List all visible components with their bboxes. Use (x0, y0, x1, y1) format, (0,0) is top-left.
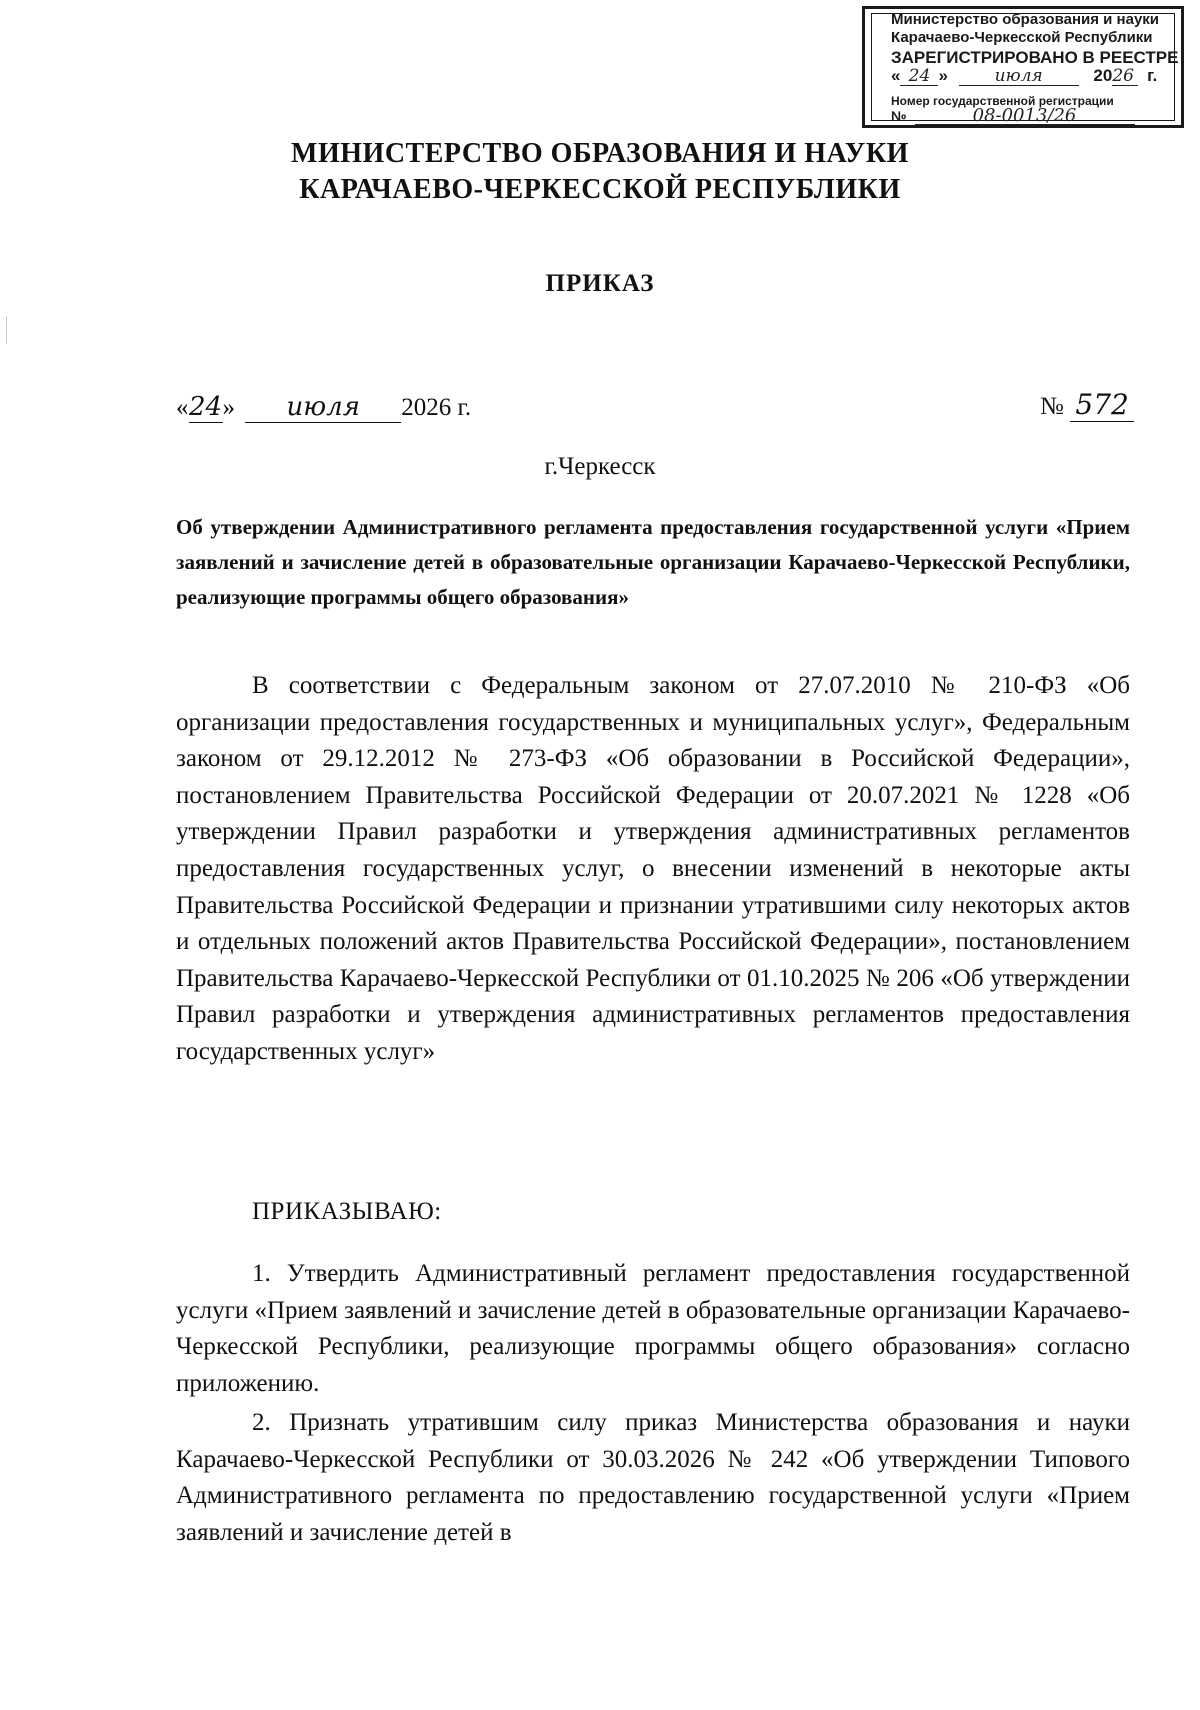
stamp-date-open-quote: « (891, 66, 901, 85)
stamp-number-line (891, 107, 1175, 125)
registration-stamp (862, 6, 1184, 128)
stamp-number-value: 08-0013/26 (915, 107, 1135, 125)
order-subject: Об утверждении Административного регламента предоставления государственной услуги «Прием заявлений и зачисление детей в образовательные организации Карачаево-Черкесской Республики, реализующие программы общего образования» (176, 515, 1130, 609)
order-date-close-quote: » (222, 394, 235, 421)
order-date-open-quote: « (176, 394, 189, 421)
stamp-date-line (891, 67, 1175, 86)
stamp-date-month: июля (959, 68, 1079, 86)
stamp-date-year-prefix: 20 (1093, 66, 1113, 85)
order-city: г.Черкесск (544, 453, 656, 480)
order-item-1: 1. Утвердить Административный регламент предоставления государственной услуги «Прием заявлений и зачисление детей в образовательные организации Карачаево-Черкесской Республики, реализующие программы общего образования» согласно приложению. (176, 1260, 1130, 1397)
stamp-ministry-line: Министерство образования и науки (891, 11, 1160, 28)
stamp-date-day: 24 (900, 68, 938, 86)
stamp-date-close-quote: » (938, 66, 948, 85)
stamp-number-caption: Номер государственной регистрации (891, 94, 1114, 108)
preamble-paragraph: В соответствии с Федеральным законом от 27.07.2010 № 210-ФЗ «Об организации предоставления государственных и муниципальных услуг», Федеральным законом от 29.12.2012 № 273-ФЗ «Об образовании в Российской Федерации», постановлением Правительства Российской Федерации от 20.07.2021 № 1228 «Об утверждении Правил разработки и утверждения административных регламентов предоставления государственных услуг, о внесении изменений в некоторые акты Правительства Российской Федерации и признании утратившими силу некоторых актов и отдельных положений актов Правительства Российской Федерации», постановлением Правительства Карачаево-Черкесской Республики от 01.10.2025 № 206 «Об утверждении Правил разработки и утверждения административных регламентов предоставления государственных услуг» (176, 672, 1130, 1065)
order-number-value: 572 (1070, 388, 1134, 422)
stamp-date-year-suffix: 26 (1112, 68, 1138, 86)
order-number-label: № (1040, 393, 1064, 420)
ministry-name-line1: МИНИСТЕРСТВО ОБРАЗОВАНИЯ И НАУКИ (291, 138, 909, 169)
order-date-year: 2026 г. (401, 394, 472, 421)
stamp-registered-line: ЗАРЕГИСТРИРОВАНО В РЕЕСТРЕ (891, 48, 1179, 67)
order-date-month: июля (245, 392, 401, 423)
order-item-2: 2. Признать утратившим силу приказ Министерства образования и науки Карачаево-Черкесской Республики от 30.03.2026 № 242 «Об утверждении Типового Административного регламента по предоставлению государственной услуги «Прием заявлений и зачисление детей в (176, 1409, 1130, 1546)
order-date-day: 24 (188, 392, 223, 422)
stamp-date-year-unit: г. (1147, 66, 1158, 85)
order-directive-word: ПРИКАЗЫВАЮ: (252, 1198, 442, 1225)
order-date (176, 392, 471, 423)
stamp-republic-line: Карачаево-Черкесской Республики (891, 29, 1153, 46)
scan-margin-mark (6, 316, 7, 344)
document-type-title: ПРИКАЗ (545, 270, 655, 297)
stamp-number-label: № (891, 108, 907, 124)
order-number (1040, 388, 1134, 422)
ministry-name-line2: КАРАЧАЕВО-ЧЕРКЕССКОЙ РЕСПУБЛИКИ (299, 174, 901, 205)
